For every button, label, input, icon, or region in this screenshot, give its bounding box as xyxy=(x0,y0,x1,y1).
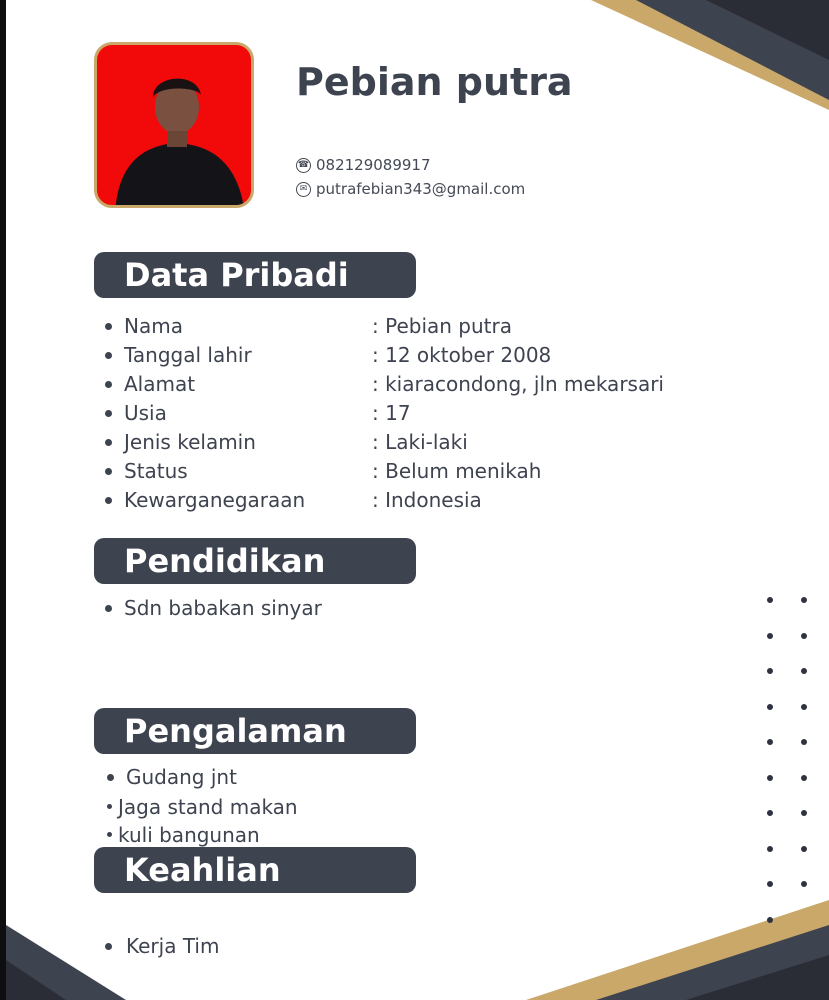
list-item: Gudang jnt xyxy=(126,765,237,789)
email-icon: ✉ xyxy=(296,182,311,197)
bullet xyxy=(105,352,112,359)
bullet xyxy=(105,605,112,612)
list-item: kuli bangunan xyxy=(118,823,260,847)
list-item: Kerja Tim xyxy=(126,934,220,958)
bullet xyxy=(107,804,112,809)
list-item: Jaga stand makan xyxy=(118,795,298,819)
decorative-dot xyxy=(801,668,807,674)
field-value: : Pebian putra xyxy=(372,314,512,338)
field-label: Kewarganegaraan xyxy=(124,488,306,512)
bullet xyxy=(105,381,112,388)
bullet xyxy=(107,774,114,781)
phone-contact xyxy=(296,156,431,174)
field-label: Alamat xyxy=(124,372,196,396)
section-heading-pengalaman: Pengalaman xyxy=(94,708,416,754)
decorative-dot xyxy=(767,704,773,710)
phone-icon: ☎ xyxy=(296,158,311,173)
field-value: : 12 oktober 2008 xyxy=(372,343,552,367)
decorative-dot xyxy=(801,597,807,603)
decorative-dot xyxy=(767,775,773,781)
decorative-dot xyxy=(767,881,773,887)
decorative-dot xyxy=(801,775,807,781)
decorative-dot xyxy=(767,810,773,816)
field-value: : Belum menikah xyxy=(372,459,542,483)
person-name: Pebian putra xyxy=(296,60,573,104)
decorative-dot xyxy=(801,846,807,852)
decorative-dot xyxy=(767,739,773,745)
bullet xyxy=(105,323,112,330)
bullet xyxy=(107,832,112,837)
section-heading-pendidikan: Pendidikan xyxy=(94,538,416,584)
field-label: Jenis kelamin xyxy=(124,430,256,454)
field-label: Nama xyxy=(124,314,183,338)
phone-number: 082129089917 xyxy=(316,156,431,174)
list-item: Sdn babakan sinyar xyxy=(124,596,322,620)
decorative-dot xyxy=(801,810,807,816)
bullet xyxy=(105,410,112,417)
field-value: : Laki-laki xyxy=(372,430,468,454)
decorative-dot xyxy=(801,633,807,639)
decorative-dot xyxy=(767,597,773,603)
section-heading-keahlian: Keahlian xyxy=(94,847,416,893)
decorative-dot xyxy=(767,917,773,923)
person-silhouette xyxy=(97,45,254,208)
decorative-dot xyxy=(801,739,807,745)
decorative-dot xyxy=(801,704,807,710)
decorative-dot xyxy=(767,668,773,674)
section-heading-data-pribadi: Data Pribadi xyxy=(94,252,416,298)
cv-page xyxy=(6,0,829,1000)
email-contact xyxy=(296,180,525,198)
field-value: : Indonesia xyxy=(372,488,482,512)
bullet xyxy=(105,497,112,504)
field-label: Tanggal lahir xyxy=(124,343,252,367)
bullet xyxy=(105,943,112,950)
field-label: Usia xyxy=(124,401,167,425)
decorative-dot xyxy=(801,881,807,887)
field-value: : kiaracondong, jln mekarsari xyxy=(372,372,664,396)
bullet xyxy=(105,439,112,446)
email-address: putrafebian343@gmail.com xyxy=(316,180,526,198)
decorative-dot xyxy=(767,846,773,852)
bullet xyxy=(105,468,112,475)
decorative-dot xyxy=(767,633,773,639)
field-value: : 17 xyxy=(372,401,411,425)
field-label: Status xyxy=(124,459,188,483)
profile-photo xyxy=(94,42,254,208)
